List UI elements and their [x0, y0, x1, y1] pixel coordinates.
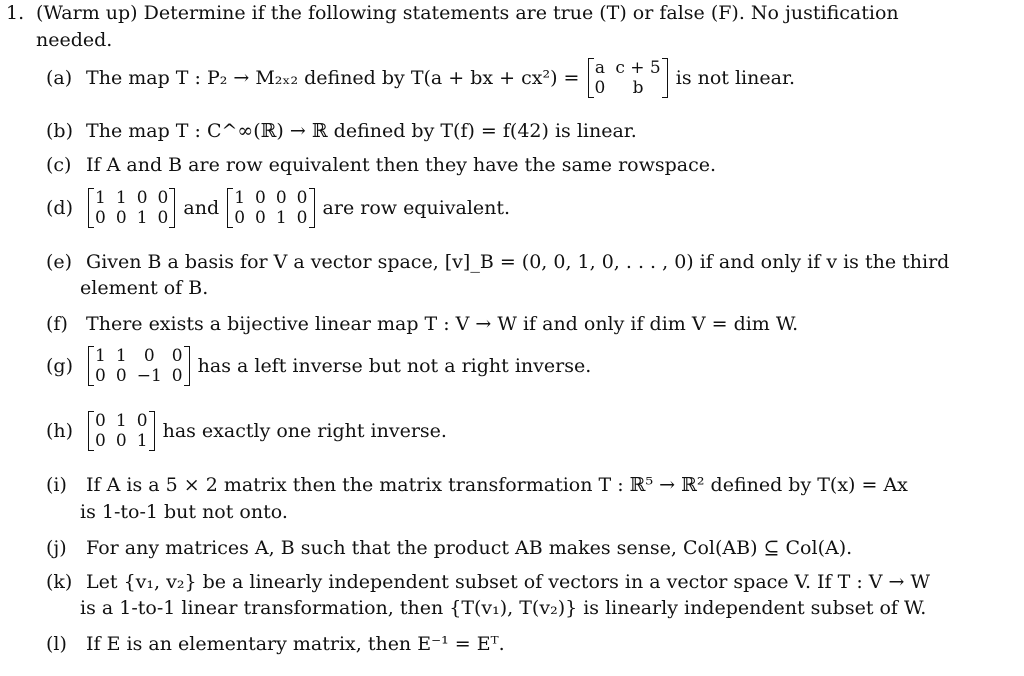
matrix-cell: 0: [95, 411, 106, 431]
item-text: has exactly one right inverse.: [162, 420, 447, 442]
item-label: (d): [46, 197, 73, 219]
item-j: [46, 536, 852, 559]
problem-intro-cont: needed.: [36, 29, 113, 51]
matrix-cell: 0: [136, 411, 148, 431]
item-i-cont: is 1-to-1 but not onto.: [80, 501, 288, 523]
matrix-cell: 0: [115, 431, 127, 451]
item-text: If A is a 5 × 2 matrix then the matrix transformation T : ℝ⁵ → ℝ² defined by T(x) = Ax: [86, 474, 908, 496]
item-text: is not linear.: [675, 67, 795, 89]
item-label: (e): [46, 251, 73, 273]
item-b: [46, 119, 637, 142]
matrix-cell: 0: [95, 208, 106, 228]
problem-number: 1.: [6, 2, 25, 24]
item-text: Let {v₁, v₂} be a linearly independent subset of vectors in a vector space V. If T : V → W: [86, 571, 931, 593]
item-label: (l): [46, 633, 67, 655]
matrix-cell: 1: [95, 188, 106, 208]
matrix-cell: a: [594, 58, 605, 78]
matrix-cell: 0: [171, 366, 183, 386]
matrix-cell: 0: [143, 346, 155, 366]
item-k: [46, 570, 930, 593]
item-label: (c): [46, 154, 72, 176]
item-text: For any matrices A, B such that the product AB makes sense, Col(AB) ⊆ Col(A).: [86, 537, 853, 559]
item-label: (b): [46, 120, 73, 142]
item-label: (a): [46, 67, 73, 89]
item-text: If E is an elementary matrix, then E⁻¹ = Eᵀ.: [86, 633, 505, 655]
item-label: (i): [46, 474, 67, 496]
item-text: There exists a bijective linear map T : V → W if and only if dim V = dim W.: [86, 313, 799, 335]
item-text: The map T : P₂ → M₂ₓ₂ defined by T(a + bx + cx²) =: [86, 67, 580, 89]
matrix-cell: 1: [115, 411, 127, 431]
matrix-cell: 0: [136, 188, 148, 208]
matrix-cell: 0: [255, 188, 266, 208]
item-e: [46, 250, 949, 273]
matrix-cell: 1: [136, 431, 148, 451]
item-a: [46, 58, 795, 98]
item-l: [46, 632, 505, 655]
matrix-cell: 1: [275, 208, 287, 228]
matrix-cell: 0: [275, 188, 287, 208]
item-e-cont: element of B.: [80, 277, 209, 299]
item-text: and: [183, 197, 220, 219]
matrix-cell: c + 5: [615, 58, 661, 78]
matrix-cell: 1: [115, 188, 127, 208]
matrix-cell: 0: [296, 208, 308, 228]
item-h: [46, 411, 447, 451]
item-i: [46, 473, 908, 496]
matrix-cell: 1: [115, 346, 127, 366]
matrix-cell: −1: [136, 366, 162, 386]
matrix: [90, 188, 173, 228]
matrix-cell: 1: [95, 346, 106, 366]
matrix-cell: 0: [594, 78, 606, 98]
item-k-cont: is a 1-to-1 linear transformation, then {T(v₁), T(v₂)} is linearly independent subset of W.: [80, 597, 927, 619]
item-label: (k): [46, 571, 73, 593]
matrix-cell: 0: [157, 208, 169, 228]
item-label: (j): [46, 537, 67, 559]
item-text: are row equivalent.: [322, 197, 511, 219]
item-c: [46, 153, 716, 176]
matrix: [90, 411, 152, 451]
matrix-cell: 0: [115, 208, 127, 228]
matrix-cell: 0: [234, 208, 246, 228]
item-label: (h): [46, 420, 74, 442]
item-text: Given B a basis for V a vector space, [v]_B = (0, 0, 1, 0, . . . , 0) if and only if v is the third: [86, 251, 950, 273]
problem-intro: (Warm up) Determine if the following statements are true (T) or false (F). No justification: [36, 2, 899, 24]
matrix-cell: 0: [171, 346, 183, 366]
matrix-cell: b: [632, 78, 644, 98]
matrix-cell: 0: [115, 366, 127, 386]
matrix: [590, 58, 666, 98]
item-f: [46, 312, 798, 335]
matrix-cell: 0: [95, 431, 106, 451]
matrix-cell: 0: [255, 208, 266, 228]
item-label: (f): [46, 313, 68, 335]
matrix-cell: 0: [157, 188, 169, 208]
matrix-cell: 0: [296, 188, 308, 208]
matrix: [90, 346, 188, 386]
item-g: [46, 346, 591, 386]
matrix: [229, 188, 312, 228]
item-text: The map T : C^∞(ℝ) → ℝ defined by T(f) = f(42) is linear.: [86, 120, 637, 142]
item-text: If A and B are row equivalent then they have the same rowspace.: [86, 154, 717, 176]
item-text: has a left inverse but not a right inverse.: [197, 355, 592, 377]
item-label: (g): [46, 355, 73, 377]
matrix-cell: 1: [136, 208, 148, 228]
item-d: [46, 188, 510, 228]
matrix-cell: 1: [234, 188, 246, 208]
matrix-cell: 0: [95, 366, 106, 386]
